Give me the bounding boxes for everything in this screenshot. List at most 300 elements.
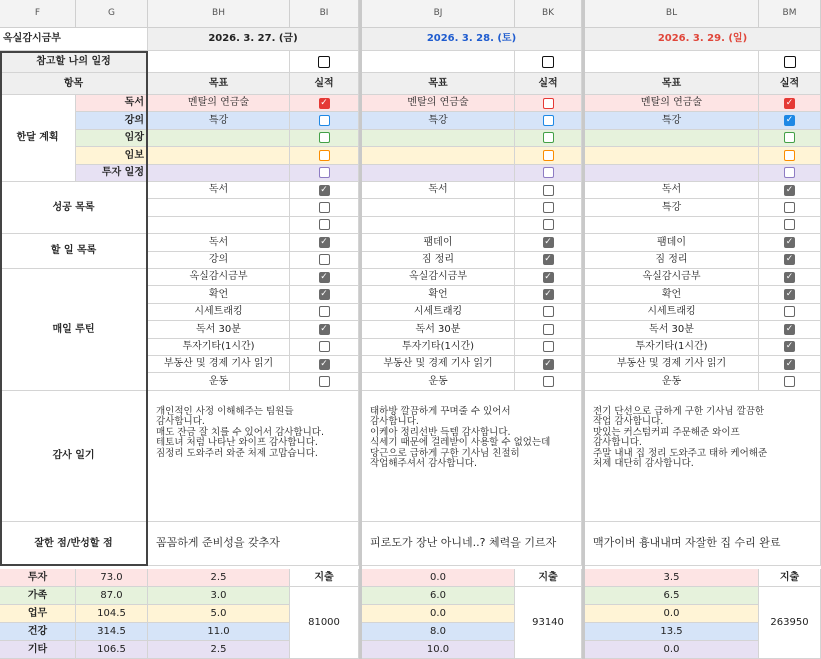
stat-day-value[interactable] bbox=[362, 587, 515, 605]
routine-goal-cell-text: 투자기타(1시간) bbox=[635, 341, 708, 353]
routine-check-cell[interactable] bbox=[290, 269, 359, 286]
routine-check-cell[interactable] bbox=[759, 304, 821, 321]
routine-checkbox[interactable]: ✓ bbox=[785, 358, 794, 369]
stat-day-value-text: 0.0 bbox=[430, 571, 446, 583]
routine-goal-cell[interactable] bbox=[148, 373, 290, 390]
routine-check-cell[interactable] bbox=[515, 304, 582, 321]
expense-value[interactable] bbox=[515, 587, 582, 659]
stat-day-value[interactable] bbox=[148, 623, 290, 641]
routine-goal-cell[interactable] bbox=[148, 339, 290, 356]
gratitude-text-text: 태하방 깔끔하게 꾸며줄 수 있어서 감사합니다. 이케아 정리선반 득템 감사합니다. 식세기 때문에 걸레받이 사용할 수 없었는데 당근으로 급하게 구한 기사님 친절히 작업해주셔서 감사합니다. bbox=[370, 405, 551, 469]
todo-goal-cell[interactable] bbox=[148, 252, 290, 269]
ref-schedule-checkbox[interactable] bbox=[784, 56, 796, 68]
column-header-bl[interactable] bbox=[585, 0, 759, 28]
stat-label-text: 건강 bbox=[27, 625, 48, 637]
todo-goal-cell[interactable] bbox=[148, 234, 290, 251]
column-header-bj-text: BJ bbox=[433, 8, 443, 19]
routine-goal-cell[interactable] bbox=[148, 356, 290, 373]
monthly-goal-cell[interactable] bbox=[585, 95, 759, 112]
monthly-check-cell[interactable] bbox=[515, 112, 582, 129]
stat-day-value-text: 13.5 bbox=[660, 625, 683, 637]
monthly-goal-cell-text: 특강 bbox=[428, 114, 448, 126]
todo-goal-cell[interactable] bbox=[362, 252, 515, 269]
column-header-bi-text: BI bbox=[319, 8, 329, 19]
todo-goal-cell-text: 팸데이 bbox=[657, 236, 686, 248]
success-checkbox[interactable]: ✓ bbox=[785, 184, 794, 195]
success-goal-cell[interactable] bbox=[148, 199, 290, 216]
day-separator bbox=[582, 0, 585, 659]
stat-day-value-text: 6.0 bbox=[430, 589, 446, 601]
todo-goal-cell[interactable] bbox=[362, 234, 515, 251]
routine-checkbox[interactable] bbox=[319, 376, 330, 387]
monthly-goal-cell-text: 멘탈의 연금술 bbox=[640, 97, 703, 109]
stat-day-value[interactable] bbox=[148, 569, 290, 587]
stat-total[interactable] bbox=[76, 623, 148, 641]
routine-check-cell[interactable] bbox=[290, 304, 359, 321]
success-check-cell[interactable] bbox=[290, 182, 359, 199]
date-header-text: 2026. 3. 29. (일) bbox=[657, 33, 748, 45]
monthly-checkbox[interactable] bbox=[543, 167, 554, 178]
success-checkbox[interactable] bbox=[784, 202, 795, 213]
stat-label[interactable] bbox=[0, 605, 76, 623]
routine-goal-cell[interactable] bbox=[148, 304, 290, 321]
monthly-check-cell[interactable] bbox=[290, 130, 359, 147]
ref-schedule-checkbox[interactable] bbox=[542, 56, 554, 68]
reflection-text-text: 맥가이버 흉내내며 자잘한 집 수리 완료 bbox=[593, 536, 781, 550]
routine-goal-cell[interactable] bbox=[585, 269, 759, 286]
success-check-cell[interactable] bbox=[290, 199, 359, 216]
todo-checkbox[interactable]: ✓ bbox=[785, 236, 794, 247]
stat-total-text: 314.5 bbox=[97, 625, 126, 637]
expense-value[interactable] bbox=[290, 587, 359, 659]
routine-goal-cell[interactable] bbox=[585, 304, 759, 321]
todo-checkbox[interactable] bbox=[319, 254, 330, 265]
monthly-goal-cell[interactable] bbox=[362, 112, 515, 129]
success-checkbox[interactable] bbox=[543, 219, 554, 230]
routine-goal-cell[interactable] bbox=[148, 269, 290, 286]
routine-goal-cell[interactable] bbox=[362, 339, 515, 356]
routine-checkbox[interactable]: ✓ bbox=[785, 323, 794, 334]
result-header[interactable] bbox=[759, 73, 821, 95]
todo-check-cell[interactable] bbox=[515, 234, 582, 251]
goal-header[interactable] bbox=[148, 73, 290, 95]
routine-checkbox[interactable] bbox=[543, 324, 554, 335]
success-check-cell[interactable] bbox=[290, 217, 359, 234]
result-header-text: 실적 bbox=[779, 77, 800, 89]
routine-goal-cell[interactable] bbox=[362, 269, 515, 286]
stat-total[interactable] bbox=[76, 587, 148, 605]
monthly-check-cell[interactable] bbox=[290, 147, 359, 164]
todo-label[interactable] bbox=[0, 234, 148, 269]
stat-total[interactable] bbox=[76, 605, 148, 623]
monthly-check-cell[interactable] bbox=[759, 130, 821, 147]
stat-total[interactable] bbox=[76, 641, 148, 659]
stat-label[interactable] bbox=[0, 587, 76, 605]
gratitude-text-text: 개인적인 사정 이해해주는 팀원들 감사합니다. 매도 잔금 잘 치를 수 있어서 감사합니다. 테토녀 처럼 나타난 와이프 감사합니다. 짐정리 도와주러 와준 처제 고맙습니다. bbox=[156, 405, 324, 459]
todo-label-text: 할 일 목록 bbox=[50, 245, 97, 257]
monthly-plan-label[interactable] bbox=[0, 95, 76, 182]
success-label-text: 성공 목록 bbox=[52, 201, 95, 213]
monthly-goal-cell-text: 특강 bbox=[661, 114, 682, 126]
routine-checkbox[interactable] bbox=[543, 306, 554, 317]
stat-day-value-text: 3.5 bbox=[663, 571, 680, 583]
success-goal-cell[interactable] bbox=[362, 217, 515, 234]
column-header-bj[interactable] bbox=[362, 0, 515, 28]
column-header-bk[interactable] bbox=[515, 0, 582, 28]
success-goal-cell[interactable] bbox=[585, 217, 759, 234]
monthly-goal-cell-text: 멘탈의 연금술 bbox=[187, 97, 250, 109]
routine-check-cell[interactable] bbox=[290, 339, 359, 356]
monthly-check-cell[interactable] bbox=[515, 165, 582, 182]
routine-label-text: 매일 루틴 bbox=[52, 323, 95, 335]
routine-goal-cell[interactable] bbox=[585, 286, 759, 303]
routine-goal-cell[interactable] bbox=[362, 356, 515, 373]
stat-day-value[interactable] bbox=[585, 587, 759, 605]
monthly-item-label[interactable] bbox=[76, 130, 148, 147]
monthly-goal-cell-text: 멘탈의 연금술 bbox=[407, 97, 469, 109]
date-header-text: 2026. 3. 28. (토) bbox=[426, 33, 517, 45]
routine-checkbox[interactable]: ✓ bbox=[320, 271, 328, 282]
routine-checkbox[interactable]: ✓ bbox=[544, 271, 552, 282]
routine-check-cell[interactable] bbox=[290, 373, 359, 390]
stat-day-value[interactable] bbox=[585, 641, 759, 659]
routine-check-cell[interactable] bbox=[290, 286, 359, 303]
monthly-check-cell[interactable] bbox=[515, 95, 582, 112]
stat-day-value-text: 10.0 bbox=[426, 643, 450, 655]
routine-checkbox[interactable]: ✓ bbox=[320, 289, 328, 300]
routine-check-cell[interactable] bbox=[290, 321, 359, 338]
todo-checkbox[interactable]: ✓ bbox=[544, 236, 552, 247]
success-checkbox[interactable] bbox=[543, 202, 554, 213]
routine-check-cell[interactable] bbox=[515, 269, 582, 286]
goal-header-text: 목표 bbox=[661, 77, 682, 89]
routine-goal-cell-text: 투자기타(1시간) bbox=[401, 341, 475, 353]
monthly-checkbox[interactable]: ✓ bbox=[785, 97, 794, 108]
monthly-check-cell[interactable] bbox=[759, 112, 821, 129]
success-label[interactable] bbox=[0, 182, 148, 234]
stat-label-text: 가족 bbox=[27, 589, 48, 601]
routine-check-cell[interactable] bbox=[290, 356, 359, 373]
goal-header[interactable] bbox=[362, 73, 515, 95]
ref-schedule-cell[interactable] bbox=[148, 51, 290, 73]
routine-goal-cell[interactable] bbox=[585, 321, 759, 338]
routine-checkbox[interactable] bbox=[784, 376, 795, 387]
routine-checkbox[interactable]: ✓ bbox=[785, 271, 794, 282]
ref-schedule-label[interactable] bbox=[0, 51, 148, 73]
success-check-cell[interactable] bbox=[515, 217, 582, 234]
gratitude-text[interactable] bbox=[148, 391, 359, 522]
expense-label[interactable] bbox=[759, 569, 821, 587]
gratitude-text[interactable] bbox=[362, 391, 582, 522]
monthly-goal-cell[interactable] bbox=[362, 147, 515, 164]
success-goal-cell[interactable] bbox=[148, 217, 290, 234]
ref-schedule-check-cell[interactable] bbox=[290, 51, 359, 73]
monthly-check-cell[interactable] bbox=[515, 147, 582, 164]
todo-goal-cell[interactable] bbox=[585, 252, 759, 269]
stat-day-value[interactable] bbox=[362, 623, 515, 641]
monthly-check-cell[interactable] bbox=[290, 165, 359, 182]
routine-checkbox[interactable]: ✓ bbox=[785, 289, 794, 300]
date-header[interactable] bbox=[585, 28, 821, 51]
date-header[interactable] bbox=[362, 28, 582, 51]
monthly-check-cell[interactable] bbox=[290, 112, 359, 129]
ref-schedule-check-cell[interactable] bbox=[759, 51, 821, 73]
routine-check-cell[interactable] bbox=[515, 286, 582, 303]
success-goal-cell[interactable] bbox=[362, 199, 515, 216]
routine-checkbox[interactable]: ✓ bbox=[544, 358, 552, 369]
column-header-bk-text: BK bbox=[541, 8, 555, 19]
ref-schedule-label-text: 참고할 나의 일정 bbox=[36, 55, 111, 67]
routine-goal-cell-text: 시세트래킹 bbox=[413, 306, 463, 318]
result-header[interactable] bbox=[290, 73, 359, 95]
todo-checkbox[interactable]: ✓ bbox=[544, 254, 552, 265]
reflection-text[interactable] bbox=[148, 522, 359, 566]
stat-label[interactable] bbox=[0, 623, 76, 641]
goal-header-text: 목표 bbox=[208, 77, 229, 89]
gratitude-label-text: 감사 일기 bbox=[52, 450, 95, 462]
date-header[interactable] bbox=[148, 28, 359, 51]
ref-schedule-cell[interactable] bbox=[362, 51, 515, 73]
monthly-checkbox[interactable] bbox=[319, 132, 330, 143]
column-header-g-text: G bbox=[108, 8, 115, 19]
stat-day-value-text: 2.5 bbox=[210, 643, 227, 655]
routine-goal-cell[interactable] bbox=[362, 373, 515, 390]
column-header-bi[interactable] bbox=[290, 0, 359, 28]
monthly-item-label-text: 임장 bbox=[124, 132, 144, 144]
monthly-checkbox[interactable]: ✓ bbox=[320, 97, 328, 108]
column-header-g[interactable] bbox=[76, 0, 148, 28]
monthly-checkbox[interactable] bbox=[319, 150, 330, 161]
stat-total-text: 87.0 bbox=[100, 589, 123, 601]
gratitude-text[interactable] bbox=[585, 391, 821, 522]
monthly-goal-cell[interactable] bbox=[585, 147, 759, 164]
monthly-checkbox[interactable] bbox=[784, 167, 795, 178]
stat-day-value[interactable] bbox=[362, 641, 515, 659]
success-check-cell[interactable] bbox=[515, 199, 582, 216]
reflection-text[interactable] bbox=[585, 522, 821, 566]
success-checkbox[interactable] bbox=[543, 185, 554, 196]
routine-goal-cell[interactable] bbox=[148, 286, 290, 303]
stat-label-text: 기타 bbox=[27, 643, 48, 655]
routine-check-cell[interactable] bbox=[759, 321, 821, 338]
column-header-f[interactable] bbox=[0, 0, 76, 28]
monthly-checkbox[interactable] bbox=[784, 132, 795, 143]
routine-goal-cell-text: 운동 bbox=[661, 375, 682, 387]
monthly-checkbox[interactable] bbox=[543, 115, 554, 126]
gratitude-text-text: 전기 단선으로 급하게 구한 기사님 깔끔한 작업 감사합니다. 맛있는 커스텀커피 주문해준 와이프 감사합니다. 주말 내내 집 정리 도와주고 태하 케어해준 처제 대단히 감사합니다. bbox=[593, 405, 768, 469]
routine-check-cell[interactable] bbox=[759, 339, 821, 356]
monthly-check-cell[interactable] bbox=[290, 95, 359, 112]
ref-schedule-checkbox[interactable] bbox=[318, 56, 330, 68]
monthly-check-cell[interactable] bbox=[759, 147, 821, 164]
monthly-item-label[interactable] bbox=[76, 112, 148, 129]
routine-checkbox[interactable] bbox=[543, 376, 554, 387]
success-goal-cell[interactable] bbox=[148, 182, 290, 199]
stat-day-value[interactable] bbox=[585, 605, 759, 623]
routine-check-cell[interactable] bbox=[759, 373, 821, 390]
stat-day-value-text: 6.5 bbox=[663, 589, 680, 601]
result-header-text: 실적 bbox=[314, 77, 334, 89]
expense-label[interactable] bbox=[515, 569, 582, 587]
monthly-item-label-text: 투자 일정 bbox=[101, 167, 144, 179]
stat-day-value[interactable] bbox=[148, 605, 290, 623]
gratitude-label[interactable] bbox=[0, 391, 148, 522]
success-goal-cell[interactable] bbox=[585, 199, 759, 216]
monthly-item-label-text: 임보 bbox=[124, 149, 144, 161]
routine-goal-cell-text: 확언 bbox=[661, 288, 682, 300]
monthly-check-cell[interactable] bbox=[515, 130, 582, 147]
monthly-goal-cell[interactable] bbox=[585, 130, 759, 147]
success-checkbox[interactable] bbox=[319, 202, 330, 213]
reflection-label[interactable] bbox=[0, 522, 148, 566]
reflection-label-text: 잘한 점/반성할 점 bbox=[34, 537, 113, 549]
monthly-item-label-text: 독서 bbox=[124, 97, 144, 109]
monthly-goal-cell[interactable] bbox=[148, 130, 290, 147]
success-checkbox[interactable] bbox=[319, 219, 330, 230]
routine-checkbox[interactable]: ✓ bbox=[544, 289, 552, 300]
success-goal-cell-text: 독서 bbox=[428, 184, 448, 196]
sheet-title-text: 옥실감시금부 bbox=[3, 33, 61, 45]
column-header-bm[interactable] bbox=[759, 0, 821, 28]
monthly-goal-cell[interactable] bbox=[148, 95, 290, 112]
routine-checkbox[interactable]: ✓ bbox=[320, 323, 328, 334]
routine-goal-cell[interactable] bbox=[585, 356, 759, 373]
monthly-checkbox[interactable] bbox=[784, 150, 795, 161]
todo-check-cell[interactable] bbox=[515, 252, 582, 269]
routine-goal-cell-text: 확언 bbox=[208, 288, 229, 300]
routine-goal-cell-text: 독서 30분 bbox=[649, 323, 694, 335]
success-check-cell[interactable] bbox=[759, 199, 821, 216]
result-header[interactable] bbox=[515, 73, 582, 95]
goal-header-text: 목표 bbox=[428, 77, 448, 89]
expense-label[interactable] bbox=[290, 569, 359, 587]
todo-goal-cell[interactable] bbox=[585, 234, 759, 251]
monthly-checkbox[interactable] bbox=[543, 132, 554, 143]
routine-goal-cell[interactable] bbox=[362, 286, 515, 303]
routine-goal-cell-text: 투자기타(1시간) bbox=[182, 341, 255, 353]
monthly-goal-cell-text: 특강 bbox=[208, 114, 229, 126]
routine-goal-cell[interactable] bbox=[362, 321, 515, 338]
todo-check-cell[interactable] bbox=[759, 252, 821, 269]
reflection-text[interactable] bbox=[362, 522, 582, 566]
todo-check-cell[interactable] bbox=[290, 252, 359, 269]
stat-day-value[interactable] bbox=[362, 605, 515, 623]
stat-day-value[interactable] bbox=[585, 569, 759, 587]
day-separator bbox=[359, 0, 362, 659]
routine-goal-cell[interactable] bbox=[362, 304, 515, 321]
routine-check-cell[interactable] bbox=[759, 269, 821, 286]
monthly-check-cell[interactable] bbox=[759, 95, 821, 112]
routine-goal-cell[interactable] bbox=[585, 373, 759, 390]
routine-checkbox[interactable]: ✓ bbox=[785, 341, 794, 352]
monthly-goal-cell[interactable] bbox=[148, 165, 290, 182]
routine-goal-cell-text: 운동 bbox=[428, 375, 448, 387]
routine-checkbox[interactable] bbox=[319, 306, 330, 317]
stat-day-value[interactable] bbox=[148, 641, 290, 659]
expense-label-text: 지출 bbox=[314, 571, 334, 583]
monthly-item-label-text: 강의 bbox=[124, 114, 144, 126]
success-goal-cell[interactable] bbox=[585, 182, 759, 199]
todo-check-cell[interactable] bbox=[290, 234, 359, 251]
todo-check-cell[interactable] bbox=[759, 234, 821, 251]
todo-checkbox[interactable]: ✓ bbox=[785, 254, 794, 265]
column-header-bh[interactable] bbox=[148, 0, 290, 28]
expense-value[interactable] bbox=[759, 587, 821, 659]
goal-header[interactable] bbox=[585, 73, 759, 95]
routine-checkbox[interactable] bbox=[543, 341, 554, 352]
routine-goal-cell[interactable] bbox=[585, 339, 759, 356]
monthly-checkbox[interactable]: ✓ bbox=[785, 115, 794, 126]
todo-goal-cell-text: 강의 bbox=[208, 254, 229, 266]
monthly-checkbox[interactable] bbox=[319, 167, 330, 178]
stat-total-text: 104.5 bbox=[97, 607, 126, 619]
stat-day-value-text: 5.0 bbox=[210, 607, 227, 619]
monthly-item-label[interactable] bbox=[76, 165, 148, 182]
routine-goal-cell[interactable] bbox=[148, 321, 290, 338]
item-header[interactable] bbox=[0, 73, 148, 95]
expense-label-text: 지출 bbox=[538, 571, 558, 583]
monthly-goal-cell[interactable] bbox=[585, 165, 759, 182]
monthly-checkbox[interactable] bbox=[319, 115, 330, 126]
routine-goal-cell-text: 독서 30분 bbox=[196, 323, 241, 335]
routine-goal-cell-text: 독서 30분 bbox=[415, 323, 461, 335]
success-check-cell[interactable] bbox=[515, 182, 582, 199]
monthly-goal-cell[interactable] bbox=[148, 147, 290, 164]
success-goal-cell[interactable] bbox=[362, 182, 515, 199]
stat-label[interactable] bbox=[0, 569, 76, 587]
routine-checkbox[interactable] bbox=[319, 341, 330, 352]
success-checkbox[interactable] bbox=[784, 219, 795, 230]
stat-day-value[interactable] bbox=[148, 587, 290, 605]
monthly-item-label[interactable] bbox=[76, 147, 148, 164]
routine-checkbox[interactable] bbox=[784, 306, 795, 317]
monthly-goal-cell[interactable] bbox=[362, 95, 515, 112]
monthly-goal-cell[interactable] bbox=[585, 112, 759, 129]
routine-check-cell[interactable] bbox=[515, 321, 582, 338]
monthly-checkbox[interactable] bbox=[543, 150, 554, 161]
monthly-goal-cell[interactable] bbox=[362, 130, 515, 147]
success-check-cell[interactable] bbox=[759, 182, 821, 199]
routine-checkbox[interactable]: ✓ bbox=[320, 358, 328, 369]
success-goal-cell-text: 독서 bbox=[661, 184, 682, 196]
success-checkbox[interactable]: ✓ bbox=[320, 184, 328, 195]
routine-goal-cell-text: 옥실감시금부 bbox=[409, 271, 467, 283]
routine-check-cell[interactable] bbox=[515, 373, 582, 390]
stat-label[interactable] bbox=[0, 641, 76, 659]
monthly-checkbox[interactable] bbox=[543, 98, 554, 109]
routine-goal-cell-text: 옥실감시금부 bbox=[642, 271, 701, 283]
monthly-goal-cell[interactable] bbox=[148, 112, 290, 129]
ref-schedule-check-cell[interactable] bbox=[515, 51, 582, 73]
stat-total[interactable] bbox=[76, 569, 148, 587]
routine-check-cell[interactable] bbox=[515, 356, 582, 373]
sheet-title[interactable] bbox=[0, 28, 148, 51]
stat-day-value[interactable] bbox=[585, 623, 759, 641]
routine-check-cell[interactable] bbox=[759, 356, 821, 373]
success-check-cell[interactable] bbox=[759, 217, 821, 234]
routine-check-cell[interactable] bbox=[759, 286, 821, 303]
routine-goal-cell-text: 옥실감시금부 bbox=[189, 271, 248, 283]
stat-day-value[interactable] bbox=[362, 569, 515, 587]
todo-checkbox[interactable]: ✓ bbox=[320, 236, 328, 247]
monthly-goal-cell[interactable] bbox=[362, 165, 515, 182]
routine-check-cell[interactable] bbox=[515, 339, 582, 356]
routine-label[interactable] bbox=[0, 269, 148, 391]
monthly-check-cell[interactable] bbox=[759, 165, 821, 182]
reflection-text-text: 꼼꼼하게 준비성을 갖추자 bbox=[156, 536, 280, 550]
ref-schedule-cell[interactable] bbox=[585, 51, 759, 73]
monthly-item-label[interactable] bbox=[76, 95, 148, 112]
